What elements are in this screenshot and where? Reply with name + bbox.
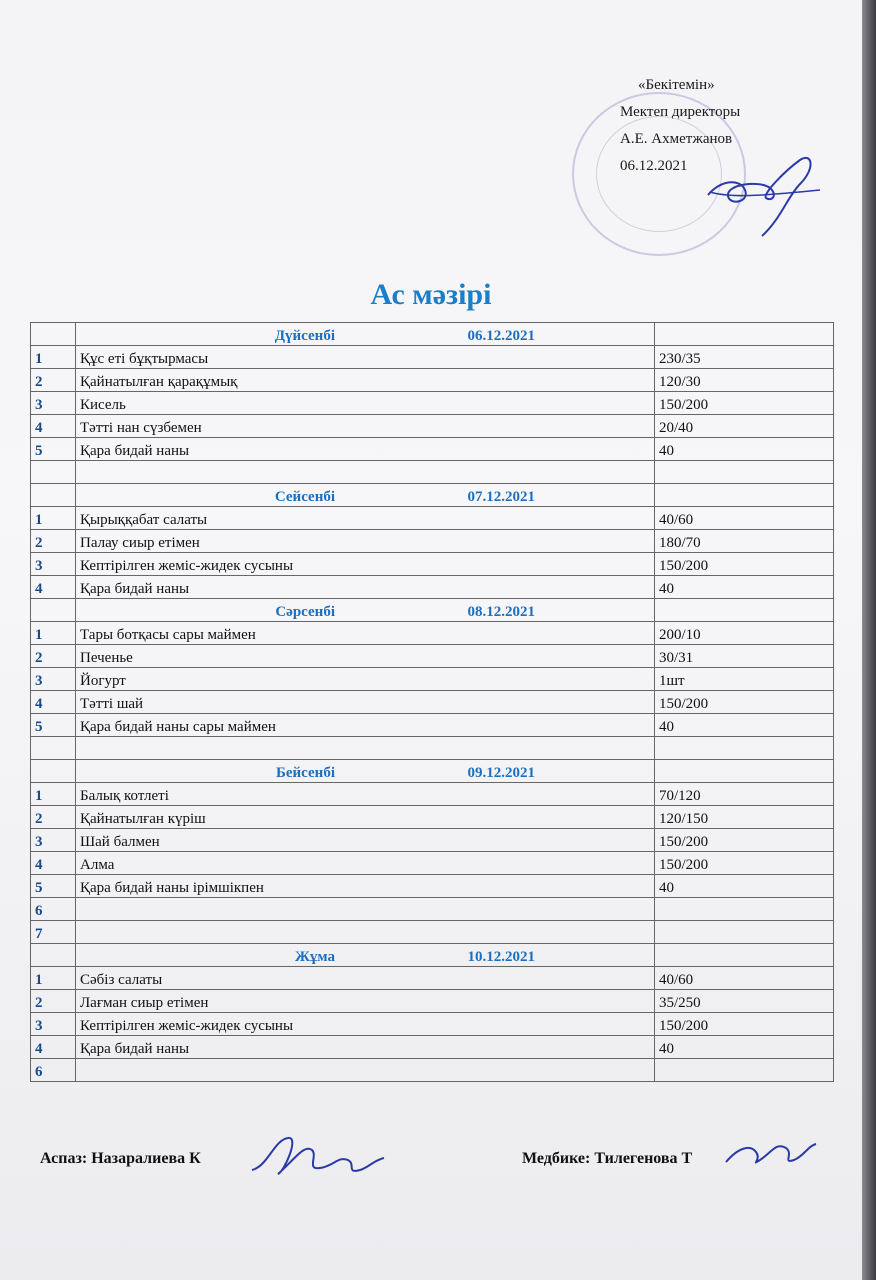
day-name: Бейсенбі xyxy=(275,765,335,781)
dish-name: Кептірілген жеміс-жидек сусыны xyxy=(76,1013,655,1036)
dish-name: Қара бидай наны xyxy=(76,438,655,461)
dish-name: Қара бидай наны сары маймен xyxy=(76,714,655,737)
item-number: 3 xyxy=(31,829,76,852)
dish-name: Лағман сиыр етімен xyxy=(76,990,655,1013)
portion-size xyxy=(655,461,834,484)
item-number: 2 xyxy=(31,645,76,668)
portion-size: 40 xyxy=(655,875,834,898)
portion-size: 40 xyxy=(655,1036,834,1059)
item-number: 2 xyxy=(31,530,76,553)
menu-row xyxy=(31,415,834,438)
portion-size: 1шт xyxy=(655,668,834,691)
nurse-signature-label: Медбике: Тилегенова Т xyxy=(522,1150,693,1167)
day-header-cell xyxy=(76,599,655,622)
approval-quote: «Бекітемін» xyxy=(638,77,715,93)
dish-name: Қайнатылған қарақұмық xyxy=(76,369,655,392)
day-num-cell xyxy=(31,484,76,507)
portion-size xyxy=(655,921,834,944)
day-header-row xyxy=(31,484,834,507)
day-date: 07.12.2021 xyxy=(467,489,535,505)
day-qty-cell xyxy=(655,323,834,346)
menu-row xyxy=(31,875,834,898)
dish-name: Қара бидай наны xyxy=(76,576,655,599)
day-qty-cell xyxy=(655,760,834,783)
menu-row xyxy=(31,737,834,760)
item-number: 3 xyxy=(31,668,76,691)
day-date: 09.12.2021 xyxy=(467,765,535,781)
portion-size xyxy=(655,737,834,760)
item-number: 4 xyxy=(31,1036,76,1059)
portion-size: 40 xyxy=(655,438,834,461)
day-name: Сейсенбі xyxy=(274,489,335,505)
item-number: 6 xyxy=(31,898,76,921)
menu-row xyxy=(31,921,834,944)
menu-row xyxy=(31,346,834,369)
portion-size: 20/40 xyxy=(655,415,834,438)
portion-size: 120/30 xyxy=(655,369,834,392)
day-date: 06.12.2021 xyxy=(467,328,535,344)
dish-name: Қара бидай наны ірімшікпен xyxy=(76,875,655,898)
portion-size: 200/10 xyxy=(655,622,834,645)
page-title: Ас мәзірі xyxy=(370,278,492,311)
item-number xyxy=(31,461,76,484)
cook-signature xyxy=(248,1130,388,1190)
day-num-cell xyxy=(31,760,76,783)
menu-row xyxy=(31,691,834,714)
portion-size: 40 xyxy=(655,714,834,737)
day-qty-cell xyxy=(655,484,834,507)
dish-name: Тәтті шай xyxy=(76,691,655,714)
menu-row xyxy=(31,990,834,1013)
dish-name xyxy=(76,1059,655,1082)
portion-size: 150/200 xyxy=(655,553,834,576)
item-number: 1 xyxy=(31,507,76,530)
dish-name: Кептірілген жеміс-жидек сусыны xyxy=(76,553,655,576)
day-name: Сәрсенбі xyxy=(275,604,335,620)
dish-name: Балық котлеті xyxy=(76,783,655,806)
portion-size: 30/31 xyxy=(655,645,834,668)
day-date: 08.12.2021 xyxy=(467,604,535,620)
portion-size: 70/120 xyxy=(655,783,834,806)
portion-size xyxy=(655,1059,834,1082)
portion-size: 150/200 xyxy=(655,829,834,852)
portion-size: 150/200 xyxy=(655,392,834,415)
director-signature xyxy=(700,140,830,240)
portion-size: 230/35 xyxy=(655,346,834,369)
item-number: 4 xyxy=(31,852,76,875)
dish-name: Тәтті нан сүзбемен xyxy=(76,415,655,438)
menu-row xyxy=(31,829,834,852)
dish-name: Алма xyxy=(76,852,655,875)
background-edge xyxy=(862,0,876,1280)
menu-row xyxy=(31,783,834,806)
day-header-row xyxy=(31,323,834,346)
menu-table xyxy=(30,322,834,1082)
item-number: 6 xyxy=(31,1059,76,1082)
cook-signature-label: Аспаз: Назаралиева К xyxy=(40,1150,201,1167)
day-header-row xyxy=(31,760,834,783)
day-num-cell xyxy=(31,944,76,967)
dish-name: Кисель xyxy=(76,392,655,415)
day-header-cell xyxy=(76,323,655,346)
portion-size: 180/70 xyxy=(655,530,834,553)
dish-name xyxy=(76,737,655,760)
dish-name xyxy=(76,921,655,944)
portion-size: 40 xyxy=(655,576,834,599)
menu-row xyxy=(31,622,834,645)
item-number: 1 xyxy=(31,783,76,806)
menu-row xyxy=(31,714,834,737)
approval-position: Мектеп директоры xyxy=(620,104,741,120)
menu-row xyxy=(31,507,834,530)
menu-row xyxy=(31,461,834,484)
approval-date: 06.12.2021 xyxy=(620,158,688,174)
item-number: 3 xyxy=(31,1013,76,1036)
menu-row xyxy=(31,852,834,875)
nurse-signature xyxy=(720,1130,820,1180)
dish-name xyxy=(76,898,655,921)
portion-size: 150/200 xyxy=(655,1013,834,1036)
item-number: 4 xyxy=(31,691,76,714)
menu-row xyxy=(31,1059,834,1082)
dish-name: Шай балмен xyxy=(76,829,655,852)
dish-name: Печенье xyxy=(76,645,655,668)
day-qty-cell xyxy=(655,599,834,622)
item-number: 2 xyxy=(31,369,76,392)
day-name: Дүйсенбі xyxy=(274,328,335,344)
menu-row xyxy=(31,1013,834,1036)
item-number: 2 xyxy=(31,806,76,829)
menu-row xyxy=(31,806,834,829)
day-header-row xyxy=(31,944,834,967)
portion-size: 40/60 xyxy=(655,507,834,530)
dish-name: Йогурт xyxy=(76,668,655,691)
portion-size: 35/250 xyxy=(655,990,834,1013)
dish-name: Сәбіз салаты xyxy=(76,967,655,990)
day-header-cell xyxy=(76,760,655,783)
dish-name: Құс еті бұқтырмасы xyxy=(76,346,655,369)
dish-name xyxy=(76,461,655,484)
dish-name: Палау сиыр етімен xyxy=(76,530,655,553)
day-date: 10.12.2021 xyxy=(467,949,535,965)
menu-row xyxy=(31,967,834,990)
item-number: 4 xyxy=(31,415,76,438)
day-name: Жұма xyxy=(295,949,335,965)
item-number: 2 xyxy=(31,990,76,1013)
item-number: 5 xyxy=(31,438,76,461)
day-qty-cell xyxy=(655,944,834,967)
item-number: 1 xyxy=(31,622,76,645)
item-number: 7 xyxy=(31,921,76,944)
item-number xyxy=(31,737,76,760)
menu-row xyxy=(31,530,834,553)
approval-name: А.Е. Ахметжанов xyxy=(620,131,733,147)
dish-name: Қырыққабат салаты xyxy=(76,507,655,530)
portion-size xyxy=(655,898,834,921)
item-number: 5 xyxy=(31,714,76,737)
item-number: 4 xyxy=(31,576,76,599)
menu-row xyxy=(31,438,834,461)
menu-row xyxy=(31,576,834,599)
menu-row xyxy=(31,392,834,415)
item-number: 3 xyxy=(31,392,76,415)
menu-row xyxy=(31,668,834,691)
day-header-cell xyxy=(76,944,655,967)
menu-row xyxy=(31,1036,834,1059)
day-header-row xyxy=(31,599,834,622)
day-num-cell xyxy=(31,323,76,346)
dish-name: Тары ботқасы сары маймен xyxy=(76,622,655,645)
menu-row xyxy=(31,369,834,392)
item-number: 3 xyxy=(31,553,76,576)
portion-size: 150/200 xyxy=(655,852,834,875)
dish-name: Қайнатылған күріш xyxy=(76,806,655,829)
menu-row xyxy=(31,645,834,668)
portion-size: 150/200 xyxy=(655,691,834,714)
menu-row xyxy=(31,898,834,921)
item-number: 1 xyxy=(31,346,76,369)
dish-name: Қара бидай наны xyxy=(76,1036,655,1059)
day-num-cell xyxy=(31,599,76,622)
portion-size: 120/150 xyxy=(655,806,834,829)
item-number: 1 xyxy=(31,967,76,990)
menu-row xyxy=(31,553,834,576)
item-number: 5 xyxy=(31,875,76,898)
day-header-cell xyxy=(76,484,655,507)
portion-size: 40/60 xyxy=(655,967,834,990)
